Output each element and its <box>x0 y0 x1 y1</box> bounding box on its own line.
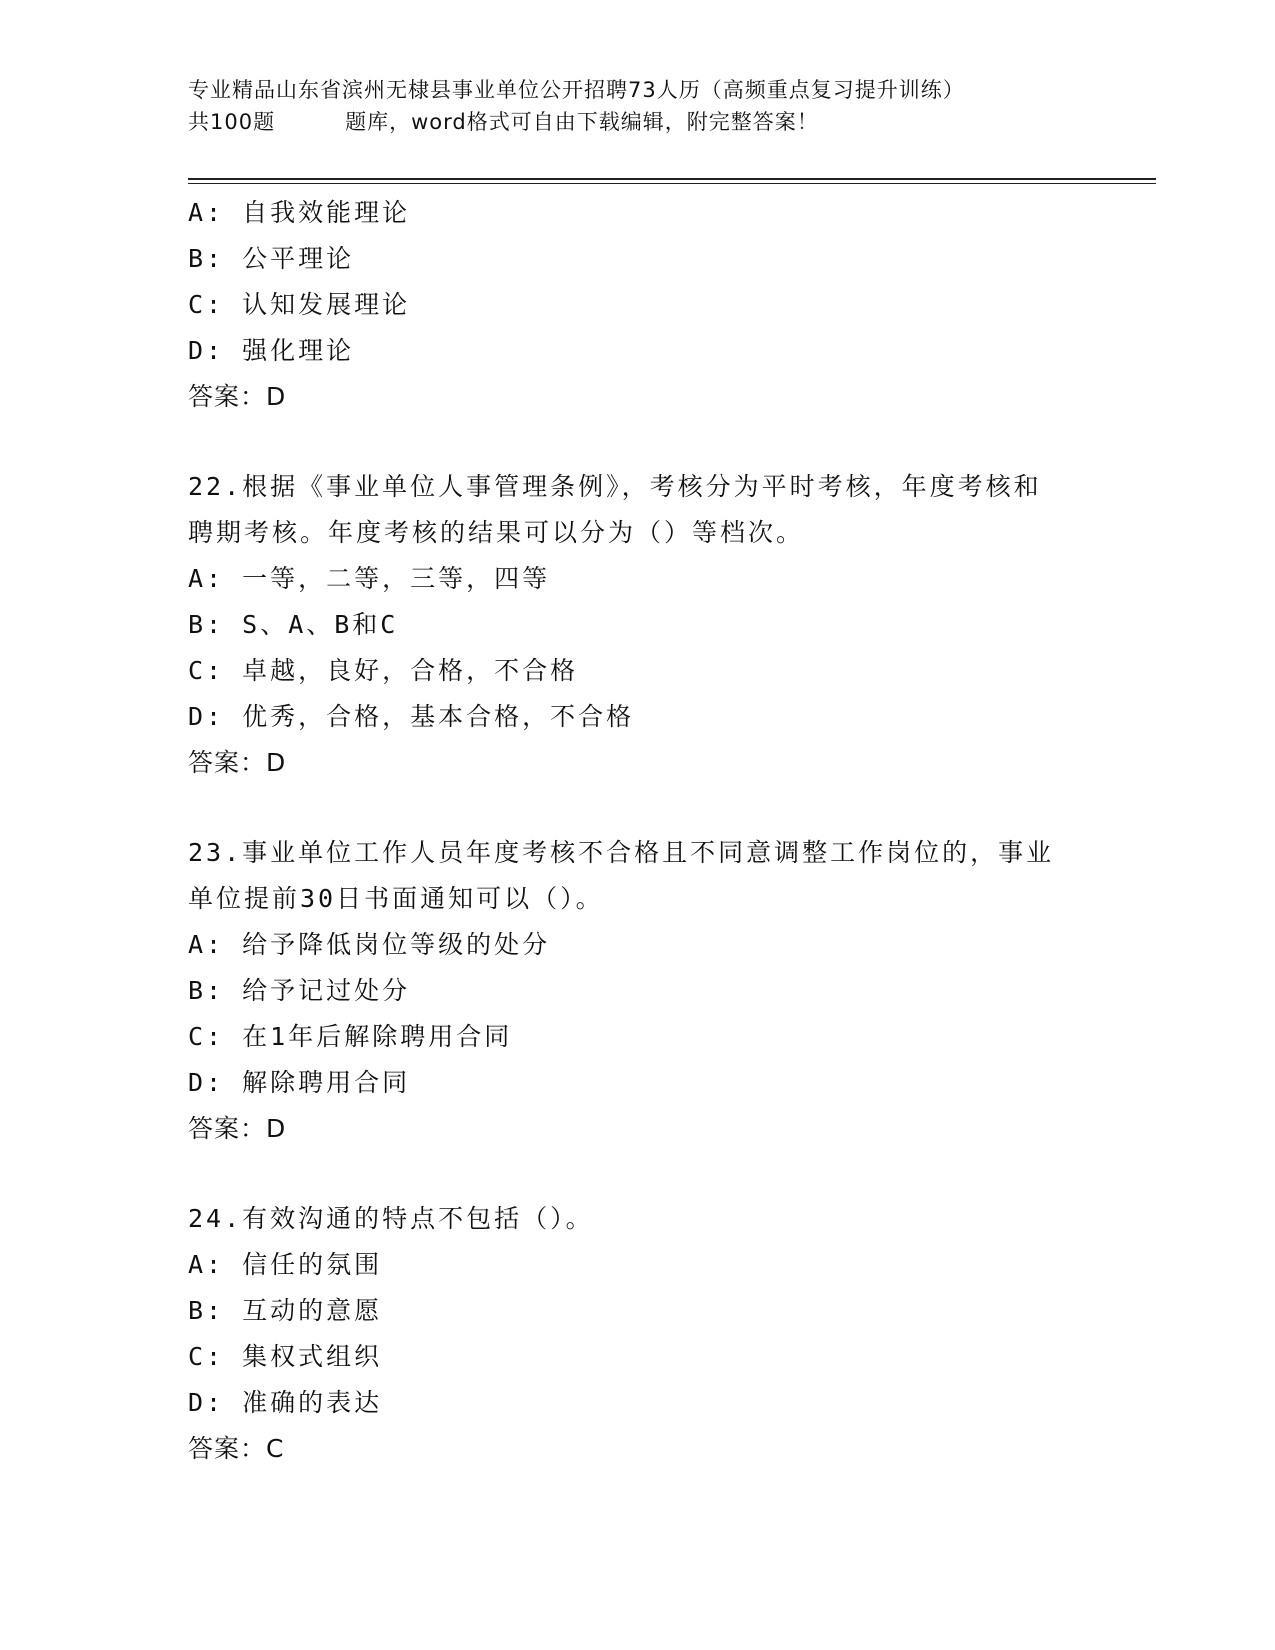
option-d: D: 优秀，合格，基本合格，不合格 <box>188 702 635 731</box>
option-c: C: 认知发展理论 <box>188 290 411 319</box>
header-divider-thin <box>188 183 1156 184</box>
header-title-line1: 专业精品山东省滨州无棣县事业单位公开招聘73人历（高频重点复习提升训练） <box>188 78 965 102</box>
question-line: 24.有效沟通的特点不包括（）。 <box>188 1204 594 1233</box>
option-b: B: 公平理论 <box>188 244 355 273</box>
header-count: 共100题 <box>188 110 276 134</box>
option-a: A: 给予降低岗位等级的处分 <box>188 930 551 959</box>
question-line: 聘期考核。年度考核的结果可以分为（）等档次。 <box>188 518 805 547</box>
document-header <box>188 74 1148 138</box>
question-list <box>188 190 1088 1472</box>
question-block-23 <box>188 830 1088 1152</box>
option-d: D: 准确的表达 <box>188 1388 383 1417</box>
answer: 答案：D <box>188 1114 287 1143</box>
option-b: B: 给予记过处分 <box>188 976 411 1005</box>
header-description: 题库，word格式可自由下载编辑，附完整答案！ <box>345 110 819 134</box>
header-divider-thick <box>188 178 1156 180</box>
question-line: 23.事业单位工作人员年度考核不合格且不同意调整工作岗位的，事业 <box>188 838 1055 867</box>
question-block-22 <box>188 464 1088 786</box>
option-c: C: 卓越，良好，合格，不合格 <box>188 656 579 685</box>
option-a: A: 信任的氛围 <box>188 1250 383 1279</box>
answer: 答案：D <box>188 748 287 777</box>
question-text <box>188 1196 1088 1242</box>
question-line: 单位提前30日书面通知可以（）。 <box>188 884 604 913</box>
option-a: A: 一等，二等，三等，四等 <box>188 564 551 593</box>
question-block-21 <box>188 190 1088 420</box>
answer: 答案：C <box>188 1434 285 1463</box>
option-d: D: 强化理论 <box>188 336 355 365</box>
option-b: B: 互动的意愿 <box>188 1296 383 1325</box>
question-text <box>188 830 1088 922</box>
answer: 答案：D <box>188 382 287 411</box>
option-b: B: S、A、B和C <box>188 610 399 639</box>
header-title-line2 <box>188 106 1148 138</box>
question-line: 22.根据《事业单位人事管理条例》，考核分为平时考核，年度考核和 <box>188 472 1042 501</box>
question-block-24 <box>188 1196 1088 1472</box>
option-d: D: 解除聘用合同 <box>188 1068 411 1097</box>
question-text <box>188 464 1088 556</box>
option-c: C: 在1年后解除聘用合同 <box>188 1022 513 1051</box>
option-a: A: 自我效能理论 <box>188 198 411 227</box>
option-c: C: 集权式组织 <box>188 1342 383 1371</box>
